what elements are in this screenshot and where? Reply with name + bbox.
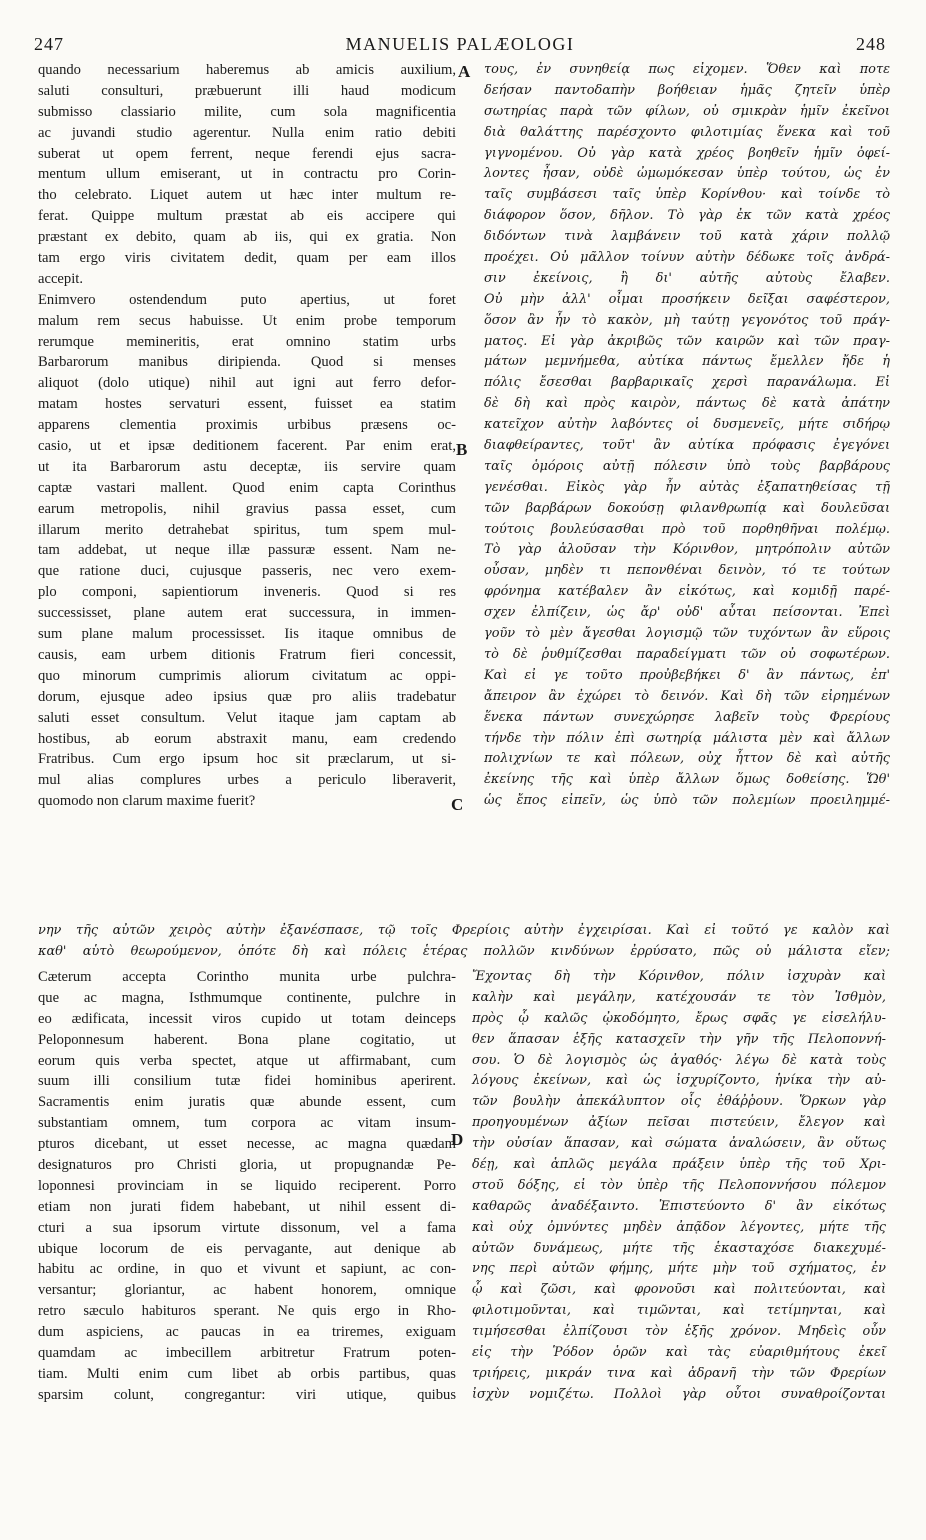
greek-line: λοντες ἦσαν, οὐδὲ ὠμωμόκεσαν ὑπὲρ τούτου, ὡς ἐν (484, 166, 890, 182)
latin-line: dorum, ejusque adeo ipsius quæ pro aliis tradebatur (38, 688, 456, 705)
margin-marker-d: D (451, 1130, 464, 1149)
latin-line: dum aspiciens, ac paucas in ea triremes, exiguam (38, 1324, 456, 1341)
latin-line: quomodo non clarum maxime fuerit? (38, 793, 256, 810)
latin-line: etiam non jurati fidem habebant, ut nihil essent di- (38, 1198, 456, 1215)
greek-line: τῶν βαρβάρων δοκούσῃ φιλανθρωπίᾳ καὶ δουλεῦσαι (484, 500, 890, 516)
greek-line: δέῃ, καὶ ἁπλῶς μεγάλα πράξειν ὑπὲρ τῆς τοῦ Χρι- (472, 1157, 886, 1173)
latin-line: suberat ut opem ferrent, neque ferendi ejus sacra- (38, 145, 456, 162)
latin-line: Cæterum accepta Corintho munita urbe pulchra- (38, 969, 456, 985)
latin-line: plo componi, sapientiorum inveneris. Quod si res (38, 584, 456, 601)
latin-line: retro sæculo habituros sperant. Ne quis ergo in Rho- (38, 1303, 456, 1320)
greek-line: διδόντων τινὰ λαμβάνειν τοῦ κατὰ χάριν πολλῷ (484, 229, 890, 245)
latin-column-top (38, 60, 456, 812)
greek-column-bottom (472, 967, 886, 1406)
greek-line: ὡς ἔπος εἰπεῖν, ὡς ὑπὸ τῶν πολεμίων προειλημμέ- (484, 793, 890, 809)
running-title: MANUELIS PALÆOLOGI (345, 34, 575, 54)
greek-line: ὅσον ἂν ἦν τὸ κακὸν, μὴ ταύτῃ γεγονότος τοῦ πράγ- (484, 312, 890, 328)
latin-line: cturi a sua ipsorum virtute dissonum, vel a fama (38, 1219, 456, 1236)
greek-line: θεν ἅπασαν ἑξῆς κατασχεῖν τὴν γῆν τῆς Πελοποννή- (472, 1031, 886, 1047)
latin-line: sum plane malum processisset. Iis itaque omnibus de (38, 626, 456, 643)
latin-line: que ratione duci, cujusque passeris, nec vero exem- (38, 563, 456, 580)
latin-line: quando necessarium haberemus ab amicis auxilium, (38, 62, 456, 78)
latin-line: præstant ex debito, quam ab iis, qui ex gratia. Non (38, 229, 456, 246)
greek-line: εἰς τὴν Ῥόδον ὁρῶν καὶ τὰς εὐαριθμήτους ἐκεῖ (472, 1345, 886, 1361)
greek-line: καθ' αὑτὸ θεωρούμενον, ὁπότε δὴ καὶ πόλεις ἑτέρας πολλῶν κινδύνων ἐρρύσατο, πῶς οὐ μάλιστα εἴεν; (38, 943, 890, 959)
latin-line: causis, eam urbem ditionis Fratrum fieri concessit, (38, 646, 456, 663)
greek-line: γενέσθαι. Εἰκὸς γὰρ ἦν αὐτὰς ἐξαπατηθείσας τῇ (484, 479, 890, 495)
greek-line: πρὸς ᾧ καλῶς ᾠκοδόμητο, ἔρως σφᾶς γε εἰσελήλυ- (472, 1010, 886, 1026)
greek-line: νης περὶ αὐτῶν φήμης, μήτε μὴν τοῦ σχήματος, ἐν (472, 1261, 886, 1277)
greek-line: τους, ἐν συνηθείᾳ πως εἰχομεν. Ὅθεν καὶ ποτε (484, 62, 890, 77)
greek-line: ταῖς συμβάσεσι ταῖς ὑπὲρ Κορίνθου· καὶ τοίνδε τὸ (484, 187, 890, 203)
greek-line: τήνδε τὴν πόλιν ἐπὶ σωτηρίᾳ μάλιστα μὲν καὶ ἄλλων (484, 730, 890, 746)
greek-line: προηγουμένων ἀξίων πεῖσαι πιστεύειν, ἔλεγον καὶ (472, 1115, 886, 1131)
greek-line: σωτηρίας παρὰ τῶν φίλων, οὐ σμικρὰν ἡμῖν ἐκεῖνοι (484, 103, 890, 119)
greek-line: λόγους ἐκείνων, καὶ ὡς ἰσχυρίζοντο, ἡνίκα τὴν αὐ- (472, 1073, 886, 1089)
greek-line: δεήσαν παντοδαπὴν βοήθειαν ἡμᾶς ζητεῖν ὑπὲρ (484, 82, 890, 98)
latin-line: ubique locorum de eis pervagante, aut denique ab (38, 1240, 456, 1257)
latin-line: eorum quis verba spectet, atque ut affirmabant, cum (38, 1052, 456, 1069)
running-head (34, 34, 886, 58)
latin-line: que ac magna, Isthmumque continente, pulchre in (38, 989, 456, 1006)
greek-line: προέχει. Οὐ μᾶλλον τοίνυν αὐτὴν δέδωκε τοῖς ἀνδρά- (484, 250, 890, 266)
latin-line: ferat. Quippe multum præstat ab eis accipere qui (38, 208, 456, 225)
latin-line: tam addebat, ut neque illæ passuræ essent. Nam ne- (38, 542, 456, 559)
margin-marker-a: A (458, 62, 471, 81)
greek-line: νην τῆς αὐτῶν χειρὸς αὐτὴν ἐξανέσπασε, τῷ τοῖς Φρερίοις αὐτὴν ἐγχειρίσαι. Καὶ εἰ τοῦτό γε καλὸν καὶ (38, 923, 890, 938)
greek-line: φρόνημα κατέβαλεν ἂν εἰκότως, καὶ κομιδῇ παρέ- (484, 584, 890, 600)
greek-line: Οὐ μὴν ἀλλ' οἶμαι προσήκειν δεῖξαι σαφέστερον, (484, 291, 890, 307)
greek-line: ἐκείνης τῆς καὶ ὑπὲρ ἄλλων ὅμως δοθείσης. Ὥθ' (484, 772, 890, 788)
greek-line: τριήρεις, μικράν τινα καὶ ἀδρανῆ τὴν τῶν Φρερίων (472, 1365, 886, 1381)
latin-line: ac juvandi studio agerentur. Nulla enim ratio debiti (38, 124, 456, 141)
greek-spanning-lines (38, 921, 890, 963)
margin-marker-c: C (451, 795, 464, 814)
greek-line: Ἔχοντας δὴ τὴν Κόρινθον, πόλιν ἰσχυρὰν καὶ (472, 969, 886, 984)
latin-line: saluti consulturi, præbuerunt illi haud modicum (38, 82, 456, 99)
greek-line: μάτων μεμνήμεθα, αὐτίκα πάντως ἔμελλεν ἤδε ἡ (484, 354, 890, 370)
greek-line: καλὴν καὶ μεγάλην, κατέχουσάν τε τὸν Ἰσθμὸν, (472, 989, 886, 1005)
greek-line: διὰ θαλάττης παρέσχοντο φιλοτιμίας ἕνεκα καὶ τοῦ (484, 124, 890, 140)
greek-line: γιγνομένου. Οὐ γὰρ κατὰ χρέος βοηθεῖν ἡμῖν ὀφεί- (484, 145, 890, 161)
latin-line: apparens clementia proximis urbibus præsens oc- (38, 417, 456, 434)
greek-line: τὸ δὲ ῥυθμίζεσθαι παραδείγματι τῶν οὐ σοφωτέρων. (484, 646, 890, 662)
latin-line: accepit. (38, 270, 83, 287)
latin-line: loponnesi provinciam in se liquido reciperent. Porro (38, 1177, 456, 1194)
latin-line: earum metropolis, nihil gravius passa esset, cum (38, 500, 456, 517)
latin-line: eo ædificata, incessit viros cupido ut totam deinceps (38, 1010, 456, 1027)
latin-line: casio, ut et ipsæ deditionem facerent. Par enim erat, (38, 438, 456, 455)
latin-line: Enimvero ostendendum puto apertius, ut foret (38, 291, 456, 308)
latin-line: Fratribus. Cum ergo ipsum hoc sit præclarum, ut si- (38, 751, 456, 768)
greek-line: σιν ἐκείνοις, ἢ δι' αὐτῆς αὐτοὺς ἔλαβεν. (484, 270, 890, 286)
greek-line: ᾧ καὶ ζῶσι, καὶ φρονοῦσι καὶ πολιτεύονται, καὶ (472, 1282, 886, 1298)
latin-line: saluti esset consultum. Velut itaque jam captam ab (38, 709, 456, 726)
latin-line: ut ita Barbarorum astu deceptæ, iis servire quam (38, 458, 456, 475)
latin-line: tam ergo viris civitatem dedit, quam per eam illos (38, 250, 456, 267)
latin-line: rerumque memineritis, erat omnino statim urbs (38, 333, 456, 350)
greek-line: Τὸ γὰρ ἁλοῦσαν τὴν Κόρινθον, μητρόπολιν αὐτῶν (484, 542, 890, 558)
greek-line: διάφορον ὅσον, δῆλον. Τὸ γὰρ ἐκ τῶν κατὰ χρέος (484, 208, 890, 224)
latin-line: successisset, plane autem erat successura, in immen- (38, 605, 456, 622)
greek-line: τὴν οὐσίαν ἅπασαν, καὶ σώματα ἀναλώσειν, ἂν οὕτως (472, 1136, 886, 1152)
latin-line: mentum ullum emiserant, ut in contractu pro Corin- (38, 166, 456, 183)
latin-line: illarum merito detrahebat spiritus, tum spem mul- (38, 521, 456, 538)
latin-line: designaturos pro Christi gloria, ut propugnandæ Pe- (38, 1157, 456, 1174)
greek-line: τιμήσεσθαι ἐλπίζουσι τὸν ἑξῆς χρόνον. Μηδεὶς οὖν (472, 1324, 886, 1340)
latin-line: malum rem secus habuisse. Ut enim probe temporum (38, 312, 456, 329)
greek-line: πόλις ἔσεσθαι βαρβαρικαῖς χερσὶ παρανάλωμα. Εἰ (484, 375, 890, 391)
latin-line: quo minorum cumprimis aliorum civitatum ac oppi- (38, 667, 456, 684)
greek-line: φιλοτιμοῦνται, καὶ τιμῶνται, καὶ τετίμηνται, καὶ (472, 1303, 886, 1319)
greek-line: κατεῖχον αὐτὴν λαβόντες οἱ δυσμενεῖς, μήτε σιδήρῳ (484, 417, 890, 433)
greek-line: Καὶ εἰ γε τοῦτο προὐβεβήκει δ' ἂν πάντως, ἐπ' (484, 667, 890, 683)
latin-line: Sacramentis enim juratis quæ abunde essent, cum (38, 1094, 456, 1111)
latin-line: sparsim colunt, congregantur: viri utique, quibus (38, 1386, 456, 1403)
latin-line: pturos dicebant, ut esset necesse, ac magna quædam (38, 1136, 456, 1153)
latin-line: substantiam omnem, tum corpora ac vitam insum- (38, 1115, 456, 1132)
latin-line: hostibus, ab eorum abstraxit manu, eam credendo (38, 730, 456, 747)
greek-line: διαφθείραντες, τοῦτ' ἂν αὐτίκα πρόφασις ἐγεγόνει (484, 438, 890, 454)
margin-marker-b: B (456, 440, 468, 459)
greek-line: καὶ οὐχ ὀμνύντες μηδὲν ἀπᾷδον λέγοντες, μήτε τῆς (472, 1219, 886, 1235)
greek-line: τῶν βουλὴν ἀπεκάλυπτον οἷς ἐθάῤῥουν. Ὅρκων γὰρ (472, 1094, 886, 1110)
greek-line: δὲ δὴ καὶ πρὸς καιρὸν, πάντως δὲ κατὰ ἀπάτην (484, 396, 890, 412)
latin-line: quamdam ac imbecillem arbitretur Fratrum poten- (38, 1345, 456, 1362)
greek-column-top (484, 60, 890, 812)
latin-line: tiam. Multi enim cum libet ab orbis partibus, quas (38, 1365, 456, 1382)
greek-line: αὐτῶν δυνάμεως, μήτε τῆς ἑκασταχόσε διακεχυμέ- (472, 1240, 886, 1256)
greek-line: καθαρῶς ἀναδέξαιντο. Ἐπιστεύοντο δ' ἂν εἰκότως (472, 1198, 886, 1214)
latin-line: aliquot (dolo utique) nihil aut igni aut ferro defor- (38, 375, 456, 392)
latin-line: suum illi consilium tutæ fidei hominibus aperirent. (38, 1073, 456, 1090)
greek-line: σχεν ἐλπίζειν, ὡς ἄρ' οὐδ' αὗται πείσονται. Ἐπεὶ (484, 605, 890, 621)
latin-line: habitu ac ordine, in quo et vivunt et sapiunt, ac con- (38, 1261, 456, 1278)
greek-line: γοῦν τὸ μὲν ἄγεσθαι λογισμῷ τῶν τυχόντων ἂν εὕροις (484, 626, 890, 642)
greek-line: σου. Ὁ δὲ λογισμὸς ὡς ἀγαθός· λέγω δὲ κατὰ τοὺς (472, 1052, 886, 1068)
page-number-left: 247 (34, 34, 64, 54)
latin-line: Barbarorum manibus diripienda. Quod si menses (38, 354, 456, 371)
latin-line: matam hostes servaturi essent, fuisset ea statim (38, 396, 456, 413)
greek-line: ματος. Εἰ γὰρ ἀκριβῶς τῶν καιρῶν καὶ τῶν πραγ- (484, 333, 890, 349)
greek-line: ἕνεκα πάντων συνεχώρησε λαβεῖν τοὺς Φρερίους (484, 709, 890, 725)
latin-line: mul alias complures urbes a periculo liberaverit, (38, 772, 456, 789)
greek-line: ταῖς ὁμόροις αὐτῇ πόλεσιν ὑπὸ τοὺς βαρβάρους (484, 458, 890, 474)
latin-line: submisso classiario milite, cum sola magnificentia (38, 103, 456, 120)
greek-line: στοῦ δόξης, εἰ τὸν ὑπὲρ τῆς Πελοποννήσου πόλεμον (472, 1177, 886, 1193)
latin-line: tho celebrato. Liquet autem ut hæc inter multum re- (38, 187, 456, 204)
latin-line: versantur; gloriantur, ac habent honorem, omnique (38, 1282, 456, 1299)
greek-line: οὖσαν, μηδὲν τι πεπονθέναι δεινὸν, τό τε τούτων (484, 563, 890, 579)
latin-line: Peloponnesum haberent. Bona plane cogitatio, ut (38, 1031, 456, 1048)
greek-line: ἰσχὺν νομιζέτω. Πολλοὶ γὰρ οὗτοι συναθροίζονται (472, 1386, 886, 1402)
greek-line: ἄπειρον ἂν ἐχώρει τὸ δεινόν. Καὶ δὴ τῶν εἰρημένων (484, 688, 890, 704)
latin-line: captæ vastari mallent. Quod enim capta Corinthus (38, 479, 456, 496)
greek-line: πολιχνίων τε καὶ πόλεων, οὐχ ἧττον δὲ καὶ αὐτῆς (484, 751, 890, 767)
greek-line: τούτοις βουλεύσασθαι πρὸ τοῦ πορθηθῆναι πολέμῳ. (484, 521, 890, 537)
page-number-right: 248 (856, 34, 886, 54)
latin-column-bottom (38, 967, 456, 1406)
